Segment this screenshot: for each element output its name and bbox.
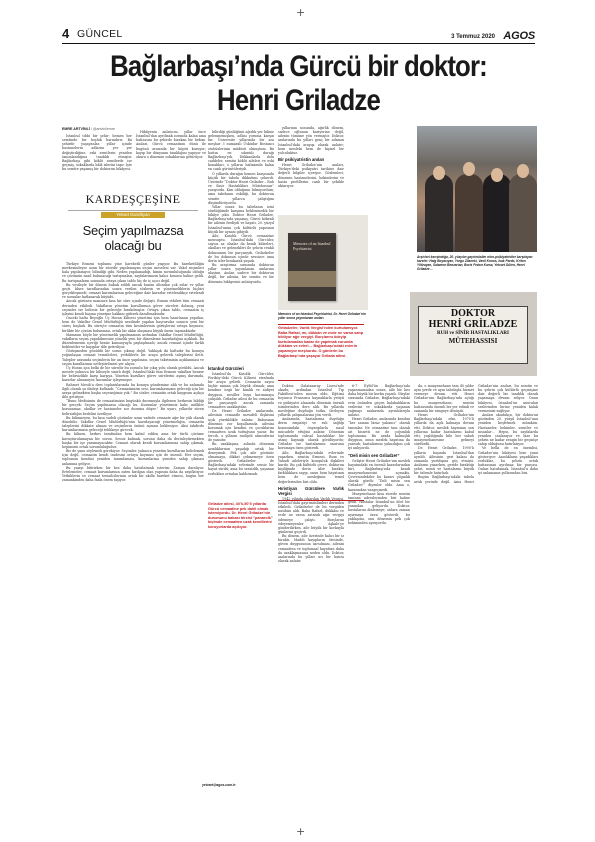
- article-column-4: 6-7 Eylül’ün Bağlarbaşı’nda yaşanmasından sonra, aile bir kez daha büyük bir korku yaşadı. Olaylar sırasında Griladze, Bağlarbaşı’ndaki evin önünden geçen kalabalıkların seslerini ve sokaklarda yaşanan yağmayı anılarında ayrıntılarıyla anlatır. Henri Griladze, anılarında kendini “her zaman biraz yabancı” olarak tanımlar. Ne cemaatine tam olarak ait hissetti ne de çoğunluk toplumuna. Bu arada kalmışlık duygusu, onun meslek hayatına da yansıdı; hastalarının yalnızlığını çok iyi anlıyordu. “Deli misin sen Griladze!” Geliştir Henri Griladze’nin meslek hayatındaki en önemli kararlarından biri, Bağlarbaşı’nda kendi muayenehanesini açmaktı. Çevresindekiler bu kararı çılgınlık olarak gördü: “Deli misin sen Griladze!” diyenler oldu. Ama o, kararından vazgeçmedi. Muayenehane kısa sürede semtin tanınan adreslerinden biri haline geldi. Hastalar İstanbul’un dört bir yanından geliyordu. Doktor, hastalarını dinlemeye, onlara zaman ayırmaya özen gösterdi; bu yaklaşımı, onu dönemin pek çok hekiminden ayırıyordu.: [348, 384, 410, 525]
- book-photo: [278, 215, 368, 310]
- sign-line-1: DOKTOR: [450, 308, 496, 319]
- article-column-2: bilirdiği günlüğünü ağırlık yer bilinir gelenmemişken, adlını yoruma karşın bir. Üniversite yıllarında bir ara meşhur 3 numaralı Üsküdar Bostancı otobüslerinin müdürü olmuştum. Bu hattın en sıkıntılı durağı Bağlarbaşı’ydı. Dükkanlarla dolu caddeler, semtin köklü aileleri ve eski konakları, o yılların hafızamda kalan en canlı görüntüleriydi. O yıllarda durağın hemen karşısında küçük bir tabela dikkatimi çekerdi. Üzerinde “Doktor Henri Griladze – Ruh ve Sinir Hastalıkları Mütehassısı” yazıyordu. Kim olduğunu bilmiyordum; ama tabelanın eskiliği, bu doktorun semtte yıllarca çalıştığını düşündürüyordu. Yıllar sonra bu tabelanın izini sürdüğümde karşıma beklenmedik bir hikâye çıktı. Doktor Henri Griladze, Bağlarbaşı’nda yaşamış, Gürcü kökenli bir ailenin ferdiydi ve hayatı, 20. yüzyıl İstanbul’unun çok kültürlü yapısının küçük bir aynası gibiydi. Aile, Katolik Gürcü cemaatine mensuptu. İstanbul’daki Gürcüler, sayıca az olsalar da kendi kiliseleri, okulları ve gelenekleri ile şehrin renkli dokusunun bir parçasıydı. Griladzeler de bu dokunun içinde sessizce ama derin izler bırakarak yaşadı. Bu araştırma sırasında doktorun yıllar sonra yayımlanan anılarına ulaştım. Anılar, sadece bir doktorun değil, bir ailenin, bir semtin ve bir dönemin hikâyesini anlatıyordu. İstanbul Gürcüleri İstanbul’da Katolik Gürcüler, Feriköy’deki Gürcü Kilisesi etrafında bir araya gelirdi. Cemaatin sayısı hiçbir zaman çok büyük olmadı; ama kendine özgü bir kimlik ve aidiyet duygusu, nesiller boyu korunmaya çalışıldı. Griladze ailesi de bu cemaatin bir parçasıydı ancak zamanla cemaatten uzaklaştılar. Dr. Henri Griladze anılarında, ailesinin cemaatle mesafeli ilişkisini açık yüreklilikle anlatır. Babasının dönemin zor koşullarında ailesini korumak için kendini ve çocuklarını cemaatten uzak tuttuğunu yazar. Bu tercih, o yılların endişeli atmosferini de yansıtır. Bu uzaklaşma, aslında dönemin azınlıklarının yaşadığı ortak bir deneyimdi. Pek çok aile görünür olmamaya, dikkat çekmemeye özen gösterdi. Griladzeler de Bağlarbaşı’ndaki evlerinde sessiz bir hayat sürdü; ama bu sessizlik, yaşanan zorlukları ortadan kaldırmadı.: [208, 130, 274, 476]
- doctor-sign: [418, 306, 528, 364]
- byline: [62, 127, 115, 131]
- page-header: [62, 24, 535, 44]
- person-2: [455, 174, 483, 252]
- sign-line-4: MÜTEHASSISI: [448, 337, 498, 345]
- person-2-head: [463, 162, 475, 176]
- author-name: EMRE ARTVİNLİ: [62, 127, 90, 131]
- sign-line-3: RUH ve SİNİR HASTALIKLARI: [436, 331, 509, 336]
- person-1-head: [433, 166, 445, 180]
- group-photo: [417, 126, 537, 252]
- column-box-author: Yetvart Danzikyan: [101, 212, 165, 218]
- article-column-2-top: Hikâyenin anlatıcısı, yıllar önce İstanbul’dan ayrılmak zorunda kalan ama hafızasını bu şehirde bırakan bir hekim. Anıları, Gürcü cemaatinin dünü ile bugünü arasında bir köprü kuruyor; kayıp bir dünyanın tanıklığını yapıyor ve okuru o dönemin sokaklarına götürüyor.: [136, 130, 206, 159]
- person-3: [483, 174, 511, 252]
- doctor-sign-photo: [410, 292, 537, 376]
- person-1: [425, 174, 453, 252]
- headline: Bağlarbaşı’nda Gürcü bir doktor: Henri Griladze: [110, 50, 487, 117]
- page-number: 4: [62, 26, 70, 41]
- person-4: [509, 174, 537, 252]
- article-column-1-top: İstanbul tıbbi bir şehir; hemen her semtinde bir hoşluk barındırır. Bu şehirde yaşayanlar, yıllar içinde hastanelerin adlarını yer yer değiştirdiğine, eski semtlerin yeniden tanımlandığına tanıklık etmiştir. Bağlarbaşı gibi köklü semtlerde ise geçmiş, sokaklarda hâlâ izlerini taşır. İşte bu semtte yaşamış bir doktorun hikâyesi.: [62, 134, 132, 172]
- pull-quote-2: Griladze ailesi, 40’lı-50’li yıllarda Gürcü cemaatine pek dahil olmak istemiyordu. Dr. Henri Griladze’nin durumunu babası bircisi “panaroik” biçimde cemaatten uzak kendilerini koruyorlarda açıkıyor.: [208, 502, 273, 529]
- column-box-title: KARDEŞÇEŞİNE: [85, 192, 181, 206]
- quote-2-spacer: [208, 284, 274, 364]
- quote-1-rule-bottom: [278, 380, 364, 381]
- column-box: [62, 190, 204, 260]
- column-box-body: Türkiye Ermeni toplumu yine hareketli günler yaşıyor. Bu hareketliliğin merkezindeyse uzun bir süredir yapılamayan seçim meselesi var. Vakıf seçimleri hala yapılamıyor, bilindiği gibi. Neden yapılamadığı, kimin sorumluluğunda olduğu ve çözümün nasıl bulunacağı tartışmaları, sayfalarımızın kalıcı konusu haline geldi. Bu tartışmaların sonunda ortaya çıkan tablo hiç de iç açıcı değil. Bu vesileyle bir dönem hukuk edildi ancak bunun altından çok sular ve yıllar geçti. İdare taraflarından sonra verilen sözlerin ve yönetmeliklerin hiçbiri gerçekleşmedi; cemaat kurumlarının geleceğine dair kararlar ertelendikçe ertelendi ve sorunlar katlanarak büyüdü. Ancak görünen manzara kısa bir süre içinde değişti. Bunun etkileri tüm cemaati derinden etkiledi. Vakıfların yönetim kurullarının görev süreleri dolmuş, yeni seçimler ise belirsiz bir geleceğe bırakılmıştır. Ortaya çıkan tablo, cemaatin iç işlerini kendi başına yönetme hakkını giderek daraltmaktadır. Önceki hafta Beyoğlu Üç Horan Kilisesi yönetimi için hem hazırlanan yapıdan, hem de Vakıflar Genel Müdürlüğü nezdinde yapılan başvurular sonucu yeni bir süreç başladı. Bu süreçte cemaatin tüm kesimlerinin görüşlerini ortaya koyması, birlikte bir çözüm bulunması, ortak bir aklın oluşması büyük önem taşımaktadır. Mamasın böyle bir yönetmelik yapılmasının ardından Vakıflar Genel Müdürlüğü, vakıfların seçim yapabilmesine yönelik yeni bir düzenleme hazırladığını açıkladı. Bu düzenlemenin içeriği henüz kamuoyuyla paylaşılmadı; ancak cemaat içinde farklı beklentiler ve kaygılar dile getiriliyor. Görüşmeden gönüldü bir sorun çıkmış değil. Yaklaşık iki haftadır bu konuya yoğunlaşan cemaat temsilcileri, yetkililerle bir araya gelerek taleplerini iletti. Talepler arasında seçimlerin bir an önce yapılması, seçim takviminin açıklanması ve seçim kurallarının netleştirilmesi yer alıyor. Üç Horan için belki de bir süredir bu zorunlu bir çıkış yolu olarak görüldü. Ancak mesele yalnızca bir kiliseyle sınırlı değil; İstanbul’daki tüm Ermeni vakıfları benzer bir belirsizlikle karşı karşıya. Yönetim kurulları görev sürelerini aşmış durumda, kararlar alınamıyor, kurumlar işleyemiyor. Rahmet Mesih’a ders toplantılarında bu konuya gündemine aldı ve bu anlamda ilgili olarak şu ifadeyi kullandı: “Cemaatimizin sesi, kurumlarımızın geleceği için bir araya gelmekten başka seçeneğimiz yok.” Bu sözler, cemaatin ortak kaygısını açıkça dile getiriyor. “Bunu Medisimin de cemaatimizin bugünkü durumuyla ilgilenen herkesin bildiği bir gerçek: Seçim yapılmazsa olacağı bu. Kurumlar yönetimsiz kalır, mülkler korunamaz, okullar ve hastaneler zor duruma düşer.” Bu uyarı, yıllardır süren belirsizliğin bedelini özetliyor. Bu bilinmeyen, bu kısa vadeli çözümler uzun vadede cemaate ağır bir yük olarak dönebilir. Vakıflar Genel Müdürlüğü’nün hazırlayacağı yönetmeliğin, cemaatin taleplerini dikkate alması ve seçimlerin önünü açması bekleniyor. Aksi takdirde kurumlarımızın geleceği tehlikeye girecek. Bu bilinen, herkes tarafından hem kabul edilen ama bir türlü çözüme kavuşturulamayan bir sorun. Sessiz kalmak, sorunu daha da derinleştirmekten başka bir işe yaramayacaktır. Cemaat olarak kendi kurumlarımıza sahip çıkmak, hepimizin ortak sorumluluğudur. Bir de şunu söylemek gerekiyor: Seçimler, yalnızca yönetim kurullarını belirlemek için değil, cemaatin kendi iradesini ortaya koyması için de önemli. Her seçim, toplumun kendini yeniden tanımlaması, kurumlarına yeniden sahip çıkması anlamına geliyor. Bu yazıyı bitirirken bir kez daha hatırlatmak isterim: Zaman daralıyor. Ertelemeler, cemaat kurumlarının zaten kırılgan olan yapısını daha da zayıflatıyor. Yetkililerin ve cemaat temsilcilerinin ortak bir akılla hareket etmesi, bugün her zamankinden daha fazla önem taşıyor.: [62, 262, 204, 483]
- agos-logo: AGOS: [503, 30, 535, 42]
- author-contact: / @artvinliemre: [90, 127, 116, 131]
- person-3-head: [491, 168, 503, 182]
- column-box-headline: Seçim yapılmazsa olacağı bu: [82, 223, 184, 253]
- subhead-anilari: Bir psikiyatristin anıları: [278, 157, 325, 163]
- pull-quote-1: Griladzeler, Varlık Vergisi’nden kurtulamıyor. Baba Rafael, mı, dükkân ve evde ne varsa satıp bildiyor ağır vergiyi. Borçlarını ödeyip kurtulamadan kadar de yapılmak zorunda dükkânı ve evleri… Bağlarbaşı’ndaki evlerin yapamıyor meşhurdu. O günlerin bu Bağlarbaşı’nda yaşayor Grilada ailesi.: [278, 326, 364, 358]
- subhead-istanbul-gurculeri: İstanbul Gürcüleri: [208, 365, 244, 371]
- person-4-head: [517, 164, 529, 178]
- book-cover: [288, 233, 336, 301]
- article-column-3-top: yıllarının sonunda, ağırlık dönem, sadece oğlunun kariyerine değil, ailenin tümüne yön vermiştir. Doktor, anılarında bu yılları genç bir adamın İstanbul’daki arayışı olarak anlatır; hem mesleki hem de kişisel bir yolculuktur. Bir psikiyatristin anıları Henri Griladze’nin anıları, Türkiye’deki psikiyatri tarihine dair değerli bilgiler içeriyor. Gözlemleri, dönemin hastanelerini, hekimlerini ve hasta profillerini canlı bir şekilde aktarıyor.: [278, 126, 344, 188]
- section-label: GÜNCEL: [77, 28, 123, 40]
- book-cover-title: Memoirs of an Istanbul Psychiatrist: [293, 241, 331, 251]
- column-box-rule: [68, 210, 198, 211]
- photo-caption: Arşivleri karıştırdığa, 20. yüzyılın gayrimüslim nöro-psikiyatristler karşılayan kareler: Haig Boyacıyan, Yorgo Zilaneki, Vasil Konos, İsak Pardo, Kriton Yiltirayan, Salamon Benzarian, Boris Fedon Karsa, Yetvart Gülen, Henri Griladze…: [417, 255, 533, 271]
- sign-line-2: HENRİ GRİLADZE: [428, 319, 518, 330]
- subhead-deli-misin: “Deli misin sen Griladze!”: [348, 452, 400, 458]
- issue-date: 3 Temmuz 2020: [451, 34, 495, 40]
- quote-1-rule-top: [278, 324, 364, 325]
- subhead-varlik-vergisi: Hıristiyan Gürcülere Varlık Vergisi: [278, 485, 344, 496]
- book-caption: Memoirs of an Istanbul Psychiatrist, Dr. Henri Griladze’nin yıllar sonra yayımlanan anıları.: [278, 312, 366, 320]
- article-column-3: Doktor, Galatasaray Lisesi’nde okudu; ardından İstanbul Tıp Fakültesi’nden mezun oldu. Eğitimi boyunca Fransızca kaynaklarla yetişti ve psikiyatri alanında dönemin önemli isimlerinden ders aldı. Bu yıllarda mesleğine duyduğu tutku, ilerleyen yıllarda çalışmalarına yön verdi. Anılarında, hastalarına duyduğu derin empatiyi ve ruh sağlığı konusundaki önyargılarla nasıl mücadele ettiğini anlatır. Dönemin toplumunda ruhsal hastalıklar bir utanç kaynağı olarak görülüyordu; Griladze ise hastalarının onurunu korumaya özen gösterdi. Aile, Bağlarbaşı’ndaki evlerinde yaşarken, semtin Ermeni, Rum ve Yahudi aileleriyle komşuluk ilişkileri kurdu. Bu çok kültürlü çevre, doktorun kişiliğinde derin izler bıraktı; farklılıklara saygı, onun hem hayatının hem de mesleğinin temel değerlerinden biri oldu. Hıristiyan Gürcülere Varlık Vergisi 1942 yılında çıkarılan Varlık Vergisi, İstanbul’daki gayrimüslimleri derinden etkiledi. Griladzeler de bu vergiden nasibini aldı. Baba Rafael, dükkânı ve evde ne varsa satarak ağır vergiyi ödemeye çalıştı. Borçlarını ödeyemeyenler Aşkale’ye gönderilirken, aile büyük bir korkuyla günlerini geçirdi. Bu dönem, aile üzerinde kalıcı bir iz bıraktı. Maddi kayıpların ötesinde, güven duygusunun sarsılması, ailenin cemaatten ve toplumsal hayattan daha da uzaklaşmasına neden oldu. Doktor, anılarında bu yılları acı bir hatıra olarak anlatır.: [278, 384, 344, 564]
- column-email[interactable]: yetvart@agos.com.tr: [202, 783, 236, 787]
- registration-mark-top: +: [296, 6, 306, 19]
- registration-mark-bottom: +: [296, 825, 306, 838]
- book-cover-band: [288, 271, 336, 287]
- article-column-5-6: da, o muayenehane tam 40 yıldır aynı yerde ve aynı tabelayla hizmet vermeye devam etti. Henri Griladze’nin Bağlarbaşı’nda açtığı bu muayenehane, semtin hafızasında önemli bir yer edindi ve zamanla bir simgeye dönüştü. Henri Griladze’nin Bağlarbaşı’ndaki ofisi, 1970’li yıllarda da açık kalmaya devam etti. Doktor, meslek hayatının son yıllarına kadar hastalarını kabul etti; yaşlılığında bile her sabah muayenehanesine gelmeyi sürdürdü. Dr. Henri Griladze, 1990’lı yılların başında İstanbul’dan ayrıldı. Ailesinin geri kalanı da zamanla yurtdışına göç etmişti. Anılarını yazarken, geride bıraktığı şehri, semti ve hastalarını büyük bir özlemle hatırladı. Bugün Bağlarbaşı’ndaki tabela artık yerinde değil. Ama Henri Griladze’nin anıları, bu semtin ve bu şehrin çok kültürlü geçmişine dair değerli bir tanıklık olarak yaşamaya devam ediyor. Onun hikâyesi, İstanbul’un unutulan seslerinden birine yeniden kulak vermemizi sağlıyor. Anıları okudukça, bir doktorun gözünden 20. yüzyıl İstanbul’unu yeniden keşfetmek mümkün. Hastaneler, hekimler, semtler ve insanlar… Hepsi, bu sayfalarda yeniden canlanıyor ve bize bu şehrin ne kadar zengin bir geçmişe sahip olduğunu hatırlatıyor. Ve belki de en önemlisi, Griladze’nin hikâyesi bize şunu gösteriyor: Azınlıkların yaşadıkları zorluklar, bu şehrin ortak hafızasının ayrılmaz bir parçası. Onları hatırlamak, İstanbul’u daha iyi anlamanın yollarından biri.: [414, 384, 538, 484]
